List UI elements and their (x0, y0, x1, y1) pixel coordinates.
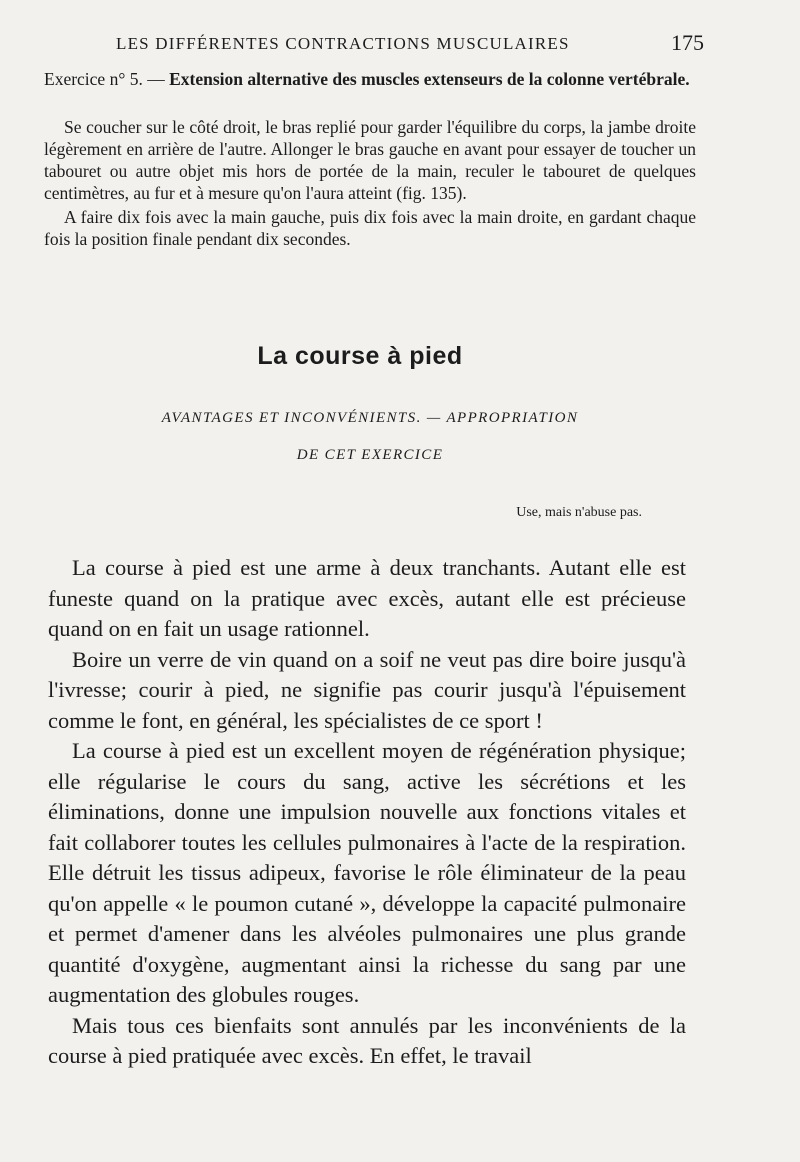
exercise-heading: Extension alternative des muscles extenseurs de la colonne vertébrale. (169, 69, 690, 89)
section-subtitle-line-2: DE CET EXERCICE (296, 447, 444, 463)
body-paragraph: Boire un verre de vin quand on a soif ne veut pas dire boire jusqu'à l'ivresse; courir à pied, ne signifie pas courir jusqu'à l'épuisement comme le font, en général, les spécialistes de ce sport ! (48, 646, 686, 733)
body-paragraph: Mais tous ces bienfaits sont annulés par les inconvénients de la course à pied pratiquée avec excès. En effet, le travail (48, 1012, 686, 1068)
exercise-paragraph: A faire dix fois avec la main gauche, puis dix fois avec la main droite, en gardant chaque fois la position finale pendant dix secondes. (44, 207, 696, 249)
epigraph: Use, mais n'abuse pas. (516, 505, 642, 520)
running-title: LES DIFFÉRENTES CONTRACTIONS MUSCULAIRES (116, 34, 570, 53)
body-paragraph: La course à pied est un excellent moyen de régénération physique; elle régularise le cours du sang, active les sécrétions et les éliminations, donne une impulsion nouvelle aux fonctions vitales et fait collaborer toutes les cellules pulmonaires à l'acte de la respiration. Elle détruit les tissus adipeux, favorise le rôle éliminateur de la peau qu'on appelle « le poumon cutané », développe la capacité pulmonaire et permet d'amener dans les alvéoles pulmonaires une plus grande quantité d'oxygène, augmentant ainsi la richesse du sang par une augmentation des globules rouges. (48, 738, 686, 1007)
section-subtitle-line-1: AVANTAGES ET INCONVÉNIENTS. — APPROPRIATION (161, 410, 579, 426)
page-number: 175 (671, 30, 704, 55)
exercise-paragraph: Se coucher sur le côté droit, le bras replié pour garder l'équilibre du corps, la jambe droite légèrement en arrière de l'autre. Allonger le bras gauche en avant pour essayer de toucher un tabouret ou autre objet mis hors de portée de la main, reculer le tabouret de quelques centimètres, au fur et à mesure qu'on l'aura atteint (fig. 135). (44, 117, 696, 203)
body-paragraph: La course à pied est une arme à deux tranchants. Autant elle est funeste quand on la pratique avec excès, autant elle est précieuse quand on en fait un usage rationnel. (48, 555, 686, 641)
exercise-label: Exercice n° 5. — (44, 69, 165, 89)
running-head (116, 30, 704, 58)
body-text (48, 553, 686, 1072)
exercise-body (44, 116, 696, 252)
exercise-title (44, 68, 696, 90)
section-title: La course à pied (257, 342, 463, 370)
